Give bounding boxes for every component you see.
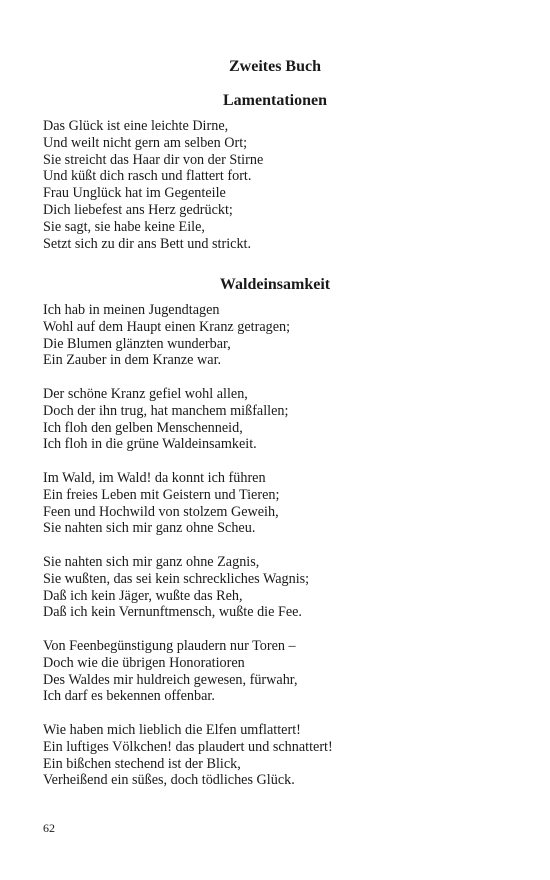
- poem-line: Sie nahten sich mir ganz ohne Scheu.: [43, 520, 256, 537]
- stanza: [43, 722, 523, 789]
- poem-line: Ich floh den gelben Menschenneid,: [43, 419, 243, 436]
- poem-title-lamentationen: Lamentationen: [223, 92, 327, 109]
- poem-line: Ein luftiges Völkchen! das plaudert und schnattert!: [43, 738, 333, 755]
- poem-line: Daß ich kein Jäger, wußte das Reh,: [43, 587, 243, 604]
- poem-line: Ich hab in meinen Jugendtagen: [43, 302, 220, 318]
- stanza: [43, 302, 523, 369]
- poem-line: Von Feenbegünstigung plaudern nur Toren –: [43, 638, 296, 654]
- poem-line: Daß ich kein Vernunftmensch, wußte die Fee.: [43, 604, 302, 621]
- poem-line: Ein bißchen stechend ist der Blick,: [43, 755, 241, 772]
- poem-line: Die Blumen glänzten wunderbar,: [43, 335, 231, 352]
- poem-line: Wohl auf dem Haupt einen Kranz getragen;: [43, 318, 291, 335]
- poem-line: Wie haben mich lieblich die Elfen umflattert!: [43, 722, 301, 738]
- poem-line: Ein freies Leben mit Geistern und Tieren;: [43, 486, 280, 503]
- poem-line: Sie streicht das Haar dir von der Stirne: [43, 151, 264, 168]
- poem-line: Feen und Hochwild von stolzem Geweih,: [43, 503, 279, 520]
- poem-line: Doch der ihn trug, hat manchem mißfallen;: [43, 402, 289, 419]
- stanza: [43, 118, 523, 252]
- stanza: [43, 638, 523, 705]
- poem-line: Sie sagt, sie habe keine Eile,: [43, 218, 205, 235]
- poem-line: Sie wußten, das sei kein schreckliches Wagnis;: [43, 570, 310, 587]
- poem-line: Doch wie die übrigen Honoratioren: [43, 654, 245, 671]
- poem-line: Der schöne Kranz gefiel wohl allen,: [43, 386, 248, 402]
- poem-line: Dich liebefest ans Herz gedrückt;: [43, 201, 233, 218]
- stanza: [43, 386, 523, 453]
- poem-line: Ich floh in die grüne Waldeinsamkeit.: [43, 436, 257, 453]
- poem-line: Sie nahten sich mir ganz ohne Zagnis,: [43, 554, 260, 570]
- page-number: 62: [43, 821, 55, 835]
- poem-line: Ich darf es bekennen offenbar.: [43, 688, 215, 705]
- poem-line: Ein Zauber in dem Kranze war.: [43, 352, 222, 369]
- poem-line: Frau Unglück hat im Gegenteile: [43, 185, 226, 202]
- poem-line: Des Waldes mir huldreich gewesen, fürwahr,: [43, 671, 298, 688]
- poem-line: Das Glück ist eine leichte Dirne,: [43, 118, 229, 134]
- poem-line: Und weilt nicht gern am selben Ort;: [43, 134, 248, 151]
- stanza: [43, 554, 523, 621]
- poem-line: Und küßt dich rasch und flattert fort.: [43, 168, 252, 185]
- poem-line: Im Wald, im Wald! da konnt ich führen: [43, 470, 266, 486]
- poem-title-waldeinsamkeit: Waldeinsamkeit: [219, 276, 331, 293]
- book-title: Zweites Buch: [229, 58, 321, 75]
- poem-line: Setzt sich zu dir ans Bett und strickt.: [43, 235, 252, 252]
- poem-line: Verheißend ein süßes, doch tödliches Glück.: [43, 772, 295, 789]
- stanza: [43, 470, 523, 537]
